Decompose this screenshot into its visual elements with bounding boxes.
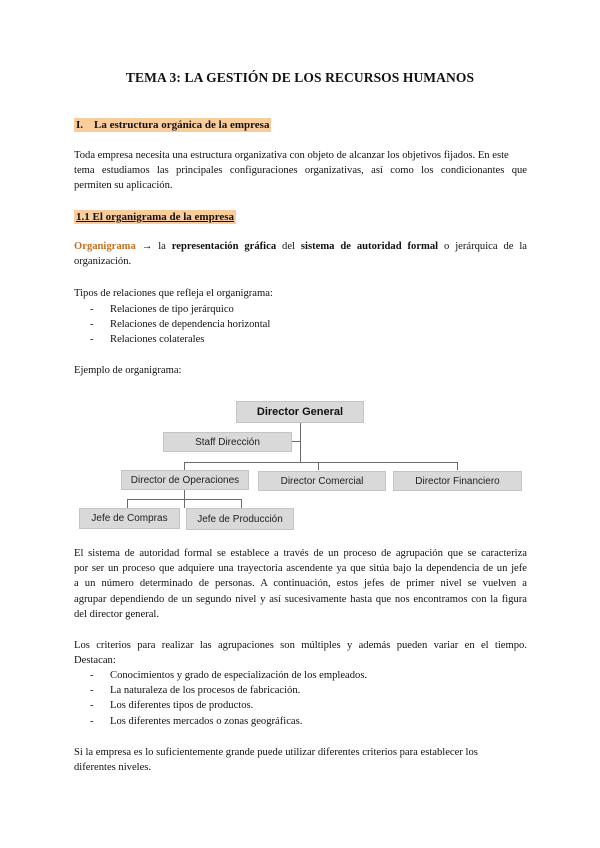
- subsection-heading-highlight: 1.1 El organigrama de la empresa: [76, 211, 235, 223]
- list-item-text: Los diferentes mercados o zonas geográficas.: [110, 715, 303, 727]
- connector-line: [184, 462, 185, 470]
- final-line-2: diferentes niveles.: [74, 762, 152, 774]
- list-item: - Conocimientos y grado de especialización de los empleados.: [90, 668, 367, 683]
- intro-line-2: tema estudiamos las principales configuraciones organizativas, así como los condicionantes que: [74, 165, 527, 177]
- list-item: - Los diferentes mercados o zonas geográficas.: [90, 714, 367, 729]
- list-item: - Relaciones de dependencia horizontal: [90, 317, 270, 332]
- criteria-intro-line-1: Los criterios para realizar las agrupaciones son múltiples y además pueden variar en el tiempo.: [74, 640, 527, 651]
- connector-line: [127, 499, 242, 500]
- list-item-text: Los diferentes tipos de productos.: [110, 700, 254, 712]
- connector-line: [318, 462, 319, 470]
- system-paragraph: [74, 546, 527, 622]
- example-label: Ejemplo de organigrama:: [74, 365, 182, 376]
- system-line: El sistema de autoridad formal se establece a través de un proceso de agrupación que se caracteriza: [74, 548, 527, 559]
- connector-line: [184, 462, 458, 463]
- box-staff-direccion: Staff Dirección: [163, 432, 292, 452]
- definition-bold-1: representación gráfica: [171, 241, 277, 252]
- definition-term: Organigrama: [74, 241, 136, 252]
- system-line: por ser un proceso que adquiere una trayectoria ascendente ya que sitúa bajo la dependencia de un jefe: [74, 563, 527, 575]
- definition-text-3: o jerárquica de la: [438, 241, 527, 252]
- definition-line-2: organización.: [74, 256, 132, 268]
- system-line: agrupar dependiendo de un segundo nivel y así sucesivamente hasta que nos encontramos con la figura: [74, 593, 527, 605]
- box-director-general: Director General: [236, 401, 364, 423]
- connector-line: [127, 499, 128, 508]
- connector-line: [292, 441, 300, 442]
- list-item: - Relaciones de tipo jerárquico: [90, 302, 270, 317]
- list-item: - Relaciones colaterales: [90, 332, 270, 347]
- connector-line: [241, 499, 242, 508]
- relations-intro: Tipos de relaciones que refleja el organigrama:: [74, 288, 273, 299]
- list-item: - Los diferentes tipos de productos.: [90, 698, 367, 713]
- list-item-text: La naturaleza de los procesos de fabricación.: [110, 685, 301, 697]
- final-paragraph: [74, 745, 527, 775]
- arrow-icon: →: [141, 241, 153, 252]
- intro-line-3: permiten su aplicación.: [74, 180, 173, 192]
- box-jefe-produccion: Jefe de Producción: [186, 508, 294, 530]
- box-jefe-compras: Jefe de Compras: [79, 508, 180, 529]
- system-line: a un número determinado de personas. A continuación, estos jefes de primer nivel se vuelven a: [74, 578, 527, 590]
- final-line-1: Si la empresa es lo suficientemente grande puede utilizar diferentes criterios para establecer los: [74, 747, 478, 758]
- connector-line: [457, 462, 458, 470]
- system-line: del director general.: [74, 608, 159, 620]
- box-director-comercial: Director Comercial: [258, 471, 386, 491]
- list-item-text: Relaciones colaterales: [110, 334, 205, 346]
- intro-line-1: Toda empresa necesita una estructura organizativa con objeto de alcanzar los objetivos fijados. En este: [74, 150, 509, 161]
- section-number: I.: [76, 119, 84, 131]
- connector-line: [300, 422, 301, 462]
- definition-text-2: del: [276, 241, 301, 252]
- criteria-list: [90, 668, 367, 729]
- definition-text-1: la: [152, 241, 172, 252]
- section-heading-text: La estructura orgánica de la empresa: [94, 119, 270, 131]
- box-director-financiero: Director Financiero: [393, 471, 522, 491]
- list-item-text: Conocimientos y grado de especialización de los empleados.: [110, 670, 368, 681]
- definition-bold-2: sistema de autoridad formal: [300, 241, 439, 252]
- list-item: - La naturaleza de los procesos de fabricación.: [90, 683, 367, 698]
- criteria-intro-line-2: Destacan:: [74, 655, 116, 667]
- list-item-text: Relaciones de dependencia horizontal: [110, 319, 271, 331]
- list-item-text: Relaciones de tipo jerárquico: [110, 304, 234, 315]
- criteria-intro: [74, 638, 527, 668]
- document-title: TEMA 3: LA GESTIÓN DE LOS RECURSOS HUMANOS: [125, 70, 475, 85]
- box-director-operaciones: Director de Operaciones: [121, 470, 249, 490]
